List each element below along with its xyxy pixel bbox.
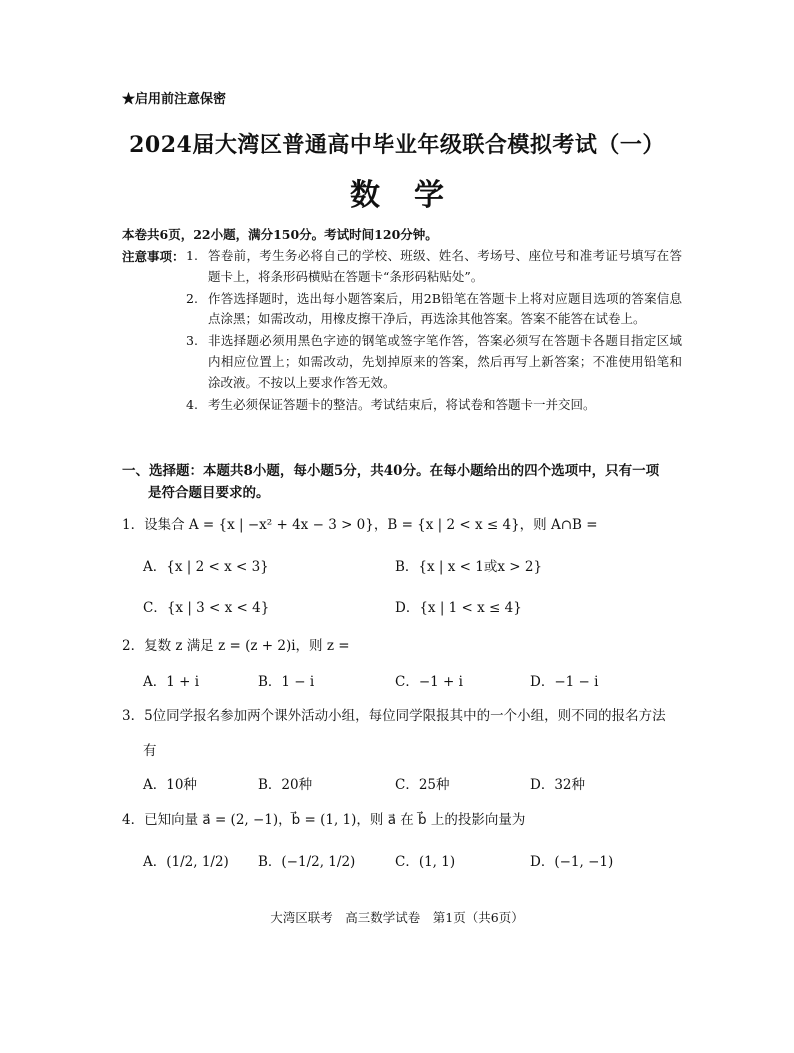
q1-option-a: A．{x | 2 < x < 3} [143,559,269,575]
confidential-mark: ★启用前注意保密 [122,92,227,107]
question-stem: 复数 z 满足 z = (z + 2)i，则 z = [144,638,350,654]
question-number: 2． [122,638,145,654]
subject-title: 数学 [350,178,478,213]
notice-item [186,246,682,288]
q2-option-d: D．−1 − i [530,674,599,690]
question-number: 3． [122,708,145,724]
page-footer: 大湾区联考 高三数学试卷 第1页（共6页） [270,910,524,925]
notice-number: 1. [186,248,198,263]
q4-option-c: C．(1, 1) [395,854,456,870]
question-1 [122,513,598,533]
q3-option-c: C．25种 [395,777,450,793]
q2-option-a: A．1 + i [143,674,200,690]
notice-text: 作答选择题时，选出每小题答案后，用2B铅笔在答题卡上将对应题目选项的答案信息点涂黑；如需改动，用橡皮擦干净后，再选涂其他答案。答案不能答在试卷上。 [208,290,682,327]
question-2 [122,634,350,654]
notice-number: 4. [186,396,198,412]
notice-item [186,289,682,331]
question-stem: 设集合 A = {x | −x² + 4x − 3 > 0}，B = {x | 2 < x ≤ 4}，则 A∩B = [144,517,598,533]
section-heading-line2: 是符合题目要求的。 [148,485,270,501]
notice-number: 3. [186,333,198,349]
q4-option-b: B．(−1/2, 1/2) [258,854,356,870]
question-number: 4． [122,812,145,828]
q3-option-b: B．20种 [258,777,313,793]
notice-text: 非选择题必须用黑色字迹的钢笔或签字笔作答，答案必须写在答题卡各题目指定区域内相应位置上；如需改动，先划掉原来的答案，然后再写上新答案；不准使用铅笔和涂改液。不按以上要求作答无效。 [208,333,682,390]
question-3 [122,704,666,724]
q3-option-a: A．10种 [143,777,197,793]
question-4 [122,808,525,828]
q1-option-d: D．{x | 1 < x ≤ 4} [395,600,522,616]
question-number: 1． [122,517,145,533]
section-heading [122,460,688,504]
notice-item [186,395,682,416]
question-3-continuation: 有 [143,743,157,759]
q2-option-b: B．1 − i [258,674,315,690]
q3-option-d: D．32种 [530,777,586,793]
notice-text: 答卷前，考生务必将自己的学校、班级、姓名、考场号、座位号和准考证号填写在答题卡上，将条形码横贴在答题卡“条形码粘贴处”。 [208,248,682,284]
notice-number: 2. [186,290,198,306]
question-stem: 已知向量 a⃗ = (2, −1)，b⃗ = (1, 1)，则 a⃗ 在 b⃗ 上的投影向量为 [144,812,526,828]
notice-list [186,246,682,416]
notice-text: 考生必须保证答题卡的整洁。考试结束后，将试卷和答题卡一并交回。 [208,396,596,412]
notice-item [186,331,682,393]
q4-option-a: A．(1/2, 1/2) [143,854,229,870]
notice-label: 注意事项： [122,249,185,264]
section-heading-line1: 一、选择题：本题共8小题，每小题5分，共40分。在每小题给出的四个选项中，只有一项 [122,463,660,479]
q4-option-d: D．(−1, −1) [530,854,614,870]
question-stem: 5位同学报名参加两个课外活动小组，每位同学限报其中的一个小组，则不同的报名方法 [144,708,666,724]
exam-title: 2024届大湾区普通高中毕业年级联合模拟考试（一） [129,132,665,158]
q2-option-c: C．−1 + i [395,674,463,690]
q1-option-b: B．{x | x < 1或x > 2} [395,559,543,575]
exam-meta: 本卷共6页，22小题，满分150分。考试时间120分钟。 [122,227,438,242]
q1-option-c: C．{x | 3 < x < 4} [143,600,270,616]
